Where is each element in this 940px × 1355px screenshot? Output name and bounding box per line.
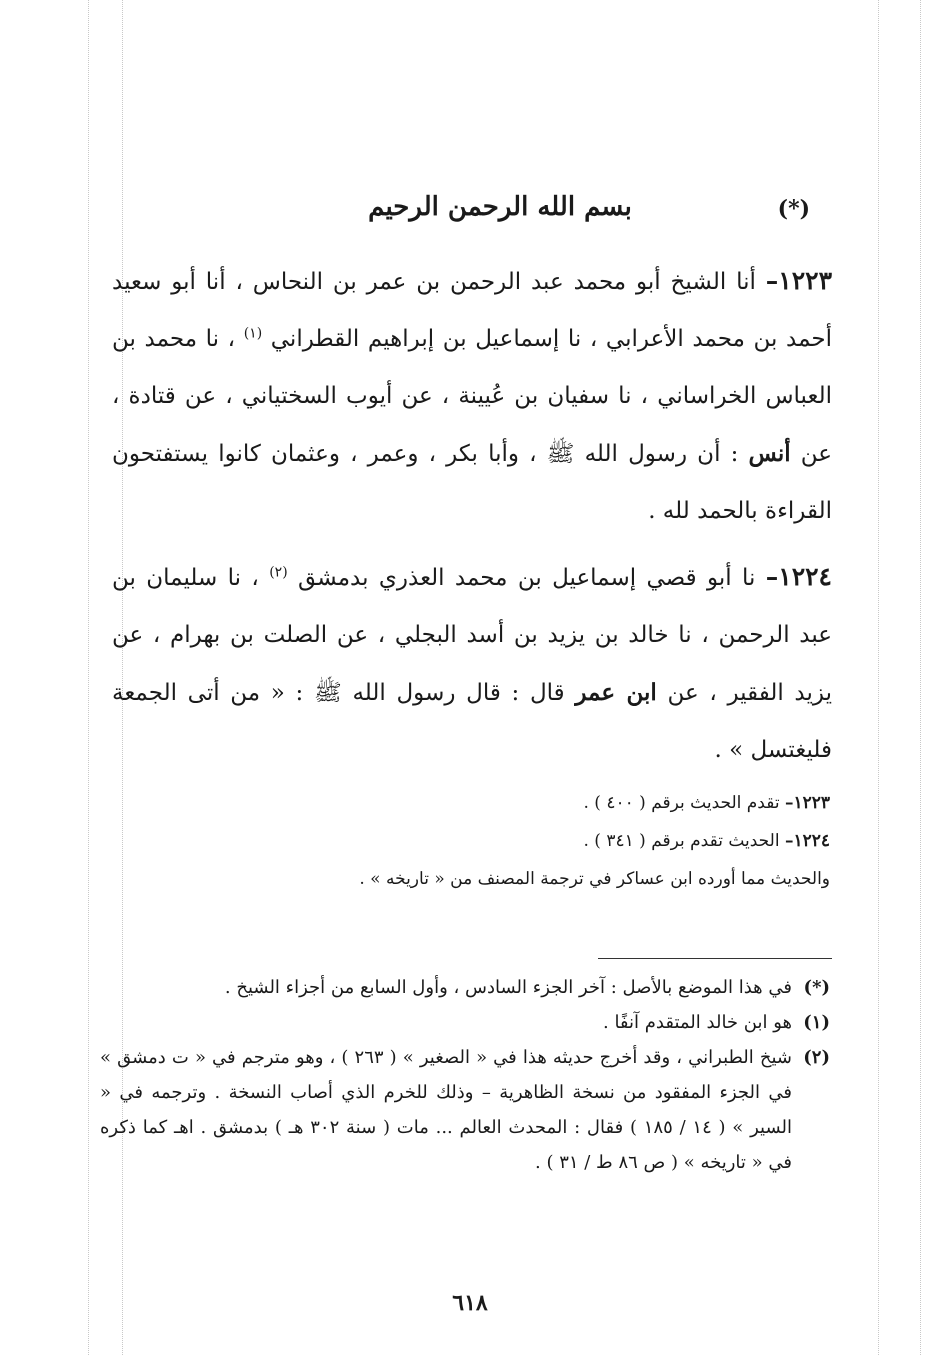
footnote-text: في هذا الموضع بالأصل : آخر الجزء السادس ، وأول السابع من أجزاء الشيخ . <box>224 977 792 998</box>
companion-name: ابن عمر <box>575 679 657 706</box>
hadith-text: قال : قال رسول الله ﷺ : « من أتى الجمعة فليغتسل » . <box>112 680 832 763</box>
reference-line <box>200 860 830 898</box>
footnote-ref: (٢) <box>269 564 288 581</box>
footnote-mark: (٢) <box>803 1047 830 1068</box>
reference-text: الحديث تقدم برقم ( ٣٤١ ) . <box>583 831 780 851</box>
footnotes <box>100 970 830 1180</box>
footnote-text: شيخ الطبراني ، وقد أخرج حديثه هذا في « الصغير » ( ٢٦٣ ) ، وهو مترجم في « ت دمشق » في الجزء المفقود من نسخة الظاهرية – وذلك للخرم الذي أصاب النسخة . وترجمه في « السير » ( ١٤ / ١٨٥ ) فقال : المحدث العالم ... مات ( سنة ٣٠٢ هـ ) بدمشق . اهـ كما ذكره في « تاريخه » ( ص ٨٦ ط / ٣١ ) . <box>100 1047 793 1173</box>
section-marker: (*) <box>777 196 810 222</box>
scan-gutter-line <box>878 0 879 1355</box>
footnote-divider <box>598 958 832 959</box>
page-number: ٦١٨ <box>452 1290 488 1316</box>
reference-text: والحديث مما أورده ابن عساكر في ترجمة المصنف من « تاريخه » . <box>359 869 830 889</box>
reference-number: ١٢٢٣– <box>784 793 830 813</box>
scan-gutter-line <box>88 0 89 1355</box>
hadith-chain: ، نا محمد بن العباس الخراساني ، نا سفيان بن عُيينة ، عن أيوب السختياني ، عن قتادة ، عن <box>112 326 832 467</box>
footnote-mark: (١) <box>803 1012 830 1033</box>
scan-gutter-line <box>920 0 921 1355</box>
footnote <box>100 1040 830 1180</box>
footnote <box>100 1005 830 1040</box>
companion-name: أنس <box>748 440 791 467</box>
hadith-chain: نا أبو قصي إسماعيل بن محمد العذري بدمشق <box>298 565 756 591</box>
hadith-chain: ، نا سليمان بن عبد الرحمن ، نا خالد بن يزيد بن أسد البجلي ، عن الصلت بن بهرام ، عن يزيد الفقير ، عن <box>112 565 833 706</box>
hadith-text: : أن رسول الله ﷺ ، وأبا بكر ، وعمر ، وعثمان كانوا يستفتحون القراءة بالحمد لله . <box>112 441 832 524</box>
reference-number: ١٢٢٤– <box>784 831 830 851</box>
footnote-mark: (*) <box>803 977 830 998</box>
main-text <box>112 252 832 787</box>
reference-line <box>200 822 830 860</box>
hadith-number: ١٢٢٣– <box>765 266 832 295</box>
hadith-1223 <box>112 252 832 540</box>
basmala-heading: بسم الله الرحمن الرحيم <box>368 192 632 222</box>
hadith-number: ١٢٢٤– <box>765 562 832 591</box>
footnote-ref: (١) <box>243 325 263 342</box>
footnote <box>100 970 830 1005</box>
cross-references <box>200 784 830 898</box>
footnote-text: هو ابن خالد المتقدم آنفًا . <box>603 1012 792 1033</box>
reference-line <box>200 784 830 822</box>
hadith-1224 <box>112 548 832 779</box>
reference-text: تقدم الحديث برقم ( ٤٠٠ ) . <box>583 793 780 813</box>
hadith-chain: أنا الشيخ أبو محمد عبد الرحمن بن عمر بن النحاس ، أنا أبو سعيد أحمد بن محمد الأعرابي ، نا إسماعيل بن إبراهيم القطراني <box>112 269 833 352</box>
page-header <box>120 188 810 238</box>
